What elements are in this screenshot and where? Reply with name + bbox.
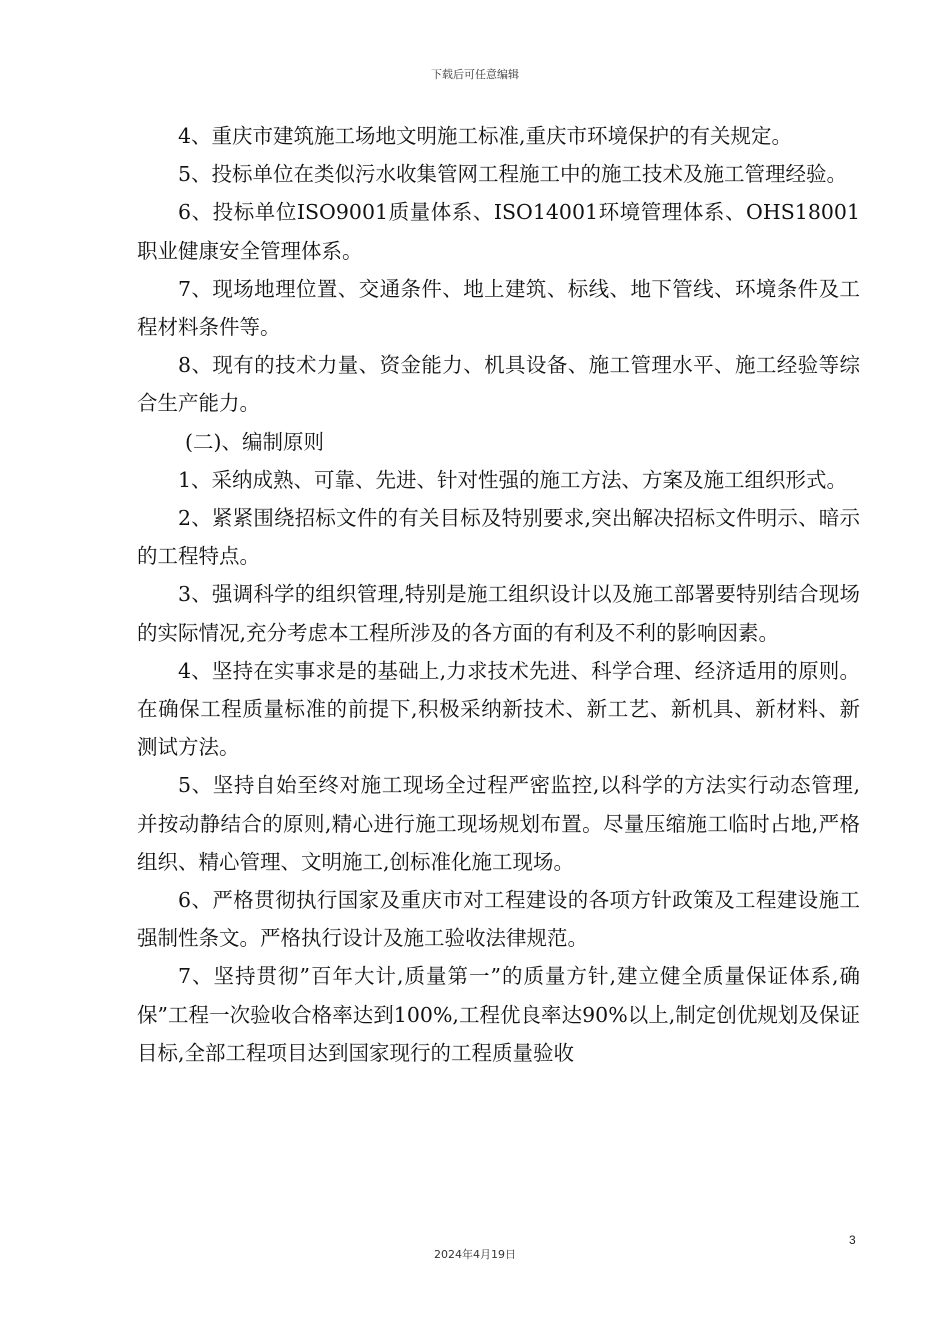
paragraph: 6、严格贯彻执行国家及重庆市对工程建设的各项方针政策及工程建设施工强制性条文。严格执行设计及施工验收法律规范。 [137, 888, 860, 951]
paragraph: 1、采纳成熟、可靠、先进、针对性强的施工方法、方案及施工组织形式。 [178, 467, 848, 492]
document-body [137, 117, 860, 1072]
paragraph: 3、强调科学的组织管理,特别是施工组织设计以及施工部署要特别结合现场的实际情况,充分考虑本工程所涉及的各方面的有利及不利的影响因素。 [137, 582, 860, 645]
paragraph: 4、坚持在实事求是的基础上,力求技术先进、科学合理、经济适用的原则。在确保工程质量标准的前提下,积极采纳新技术、新工艺、新机具、新材料、新测试方法。 [137, 658, 860, 760]
paragraph: 2、紧紧围绕招标文件的有关目标及特别要求,突出解决招标文件明示、暗示的工程特点。 [137, 506, 860, 569]
page-header: 下载后可任意编辑 [431, 68, 519, 81]
paragraph: 4、重庆市建筑施工场地文明施工标准,重庆市环境保护的有关规定。 [178, 124, 793, 148]
page-footer-date: 2024年4月19日 [434, 1248, 516, 1261]
page-number: 3 [849, 1233, 856, 1247]
paragraph: 5、坚持自始至终对施工现场全过程严密监控,以科学的方法实行动态管理,并按动静结合的原则,精心进行施工现场规划布置。尽量压缩施工临时占地,严格组织、精心管理、文明施工,创标准化施工现场。 [137, 773, 860, 874]
section-heading: (二)、编制原则 [185, 429, 324, 454]
paragraph: 7、坚持贯彻”百年大计,质量第一”的质量方针,建立健全质量保证体系,确保”工程一次验收合格率达到100%,工程优良率达90%以上,制定创优规划及保证目标,全部工程项目达到国家现行的工程质量验收 [137, 964, 860, 1065]
paragraph: 8、现有的技术力量、资金能力、机具设备、施工管理水平、施工经验等综合生产能力。 [137, 353, 860, 416]
paragraph: 5、投标单位在类似污水收集管网工程施工中的施工技术及施工管理经验。 [178, 162, 848, 187]
paragraph: 7、现场地理位置、交通条件、地上建筑、标线、地下管线、环境条件及工程材料条件等。 [137, 276, 860, 340]
paragraph: 6、投标单位ISO9001质量体系、ISO14001环境管理体系、OHS18001职业健康安全管理体系。 [137, 200, 860, 263]
